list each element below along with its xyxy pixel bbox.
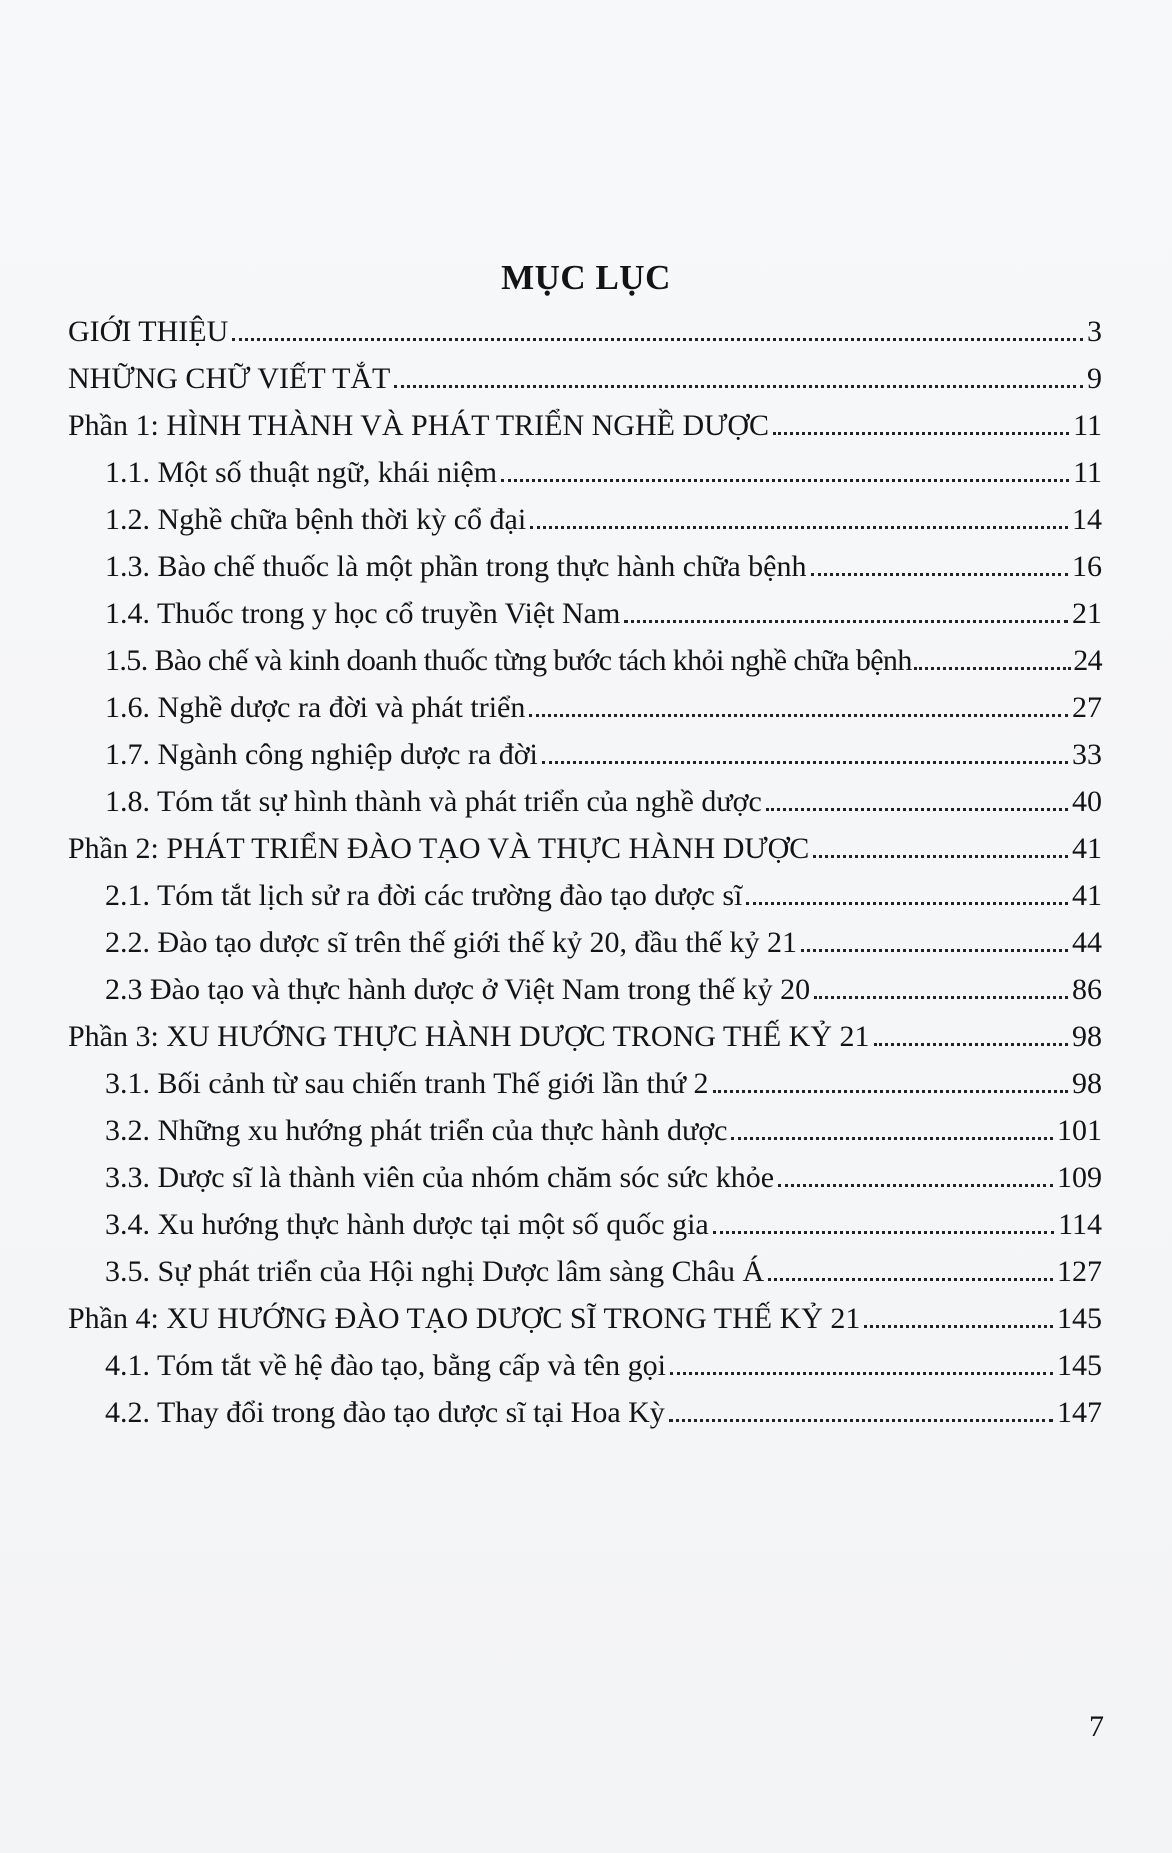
toc-entry: [105, 735, 1102, 775]
dot-leader: [529, 714, 1068, 717]
toc-entry-label: 1.2. Nghề chữa bệnh thời kỳ cổ đại: [105, 503, 527, 536]
toc-entry-label: 1.1. Một số thuật ngữ, khái niệm: [105, 456, 498, 489]
toc-entry-page: 33: [1072, 738, 1102, 771]
dot-leader: [813, 855, 1068, 858]
dot-leader: [542, 761, 1068, 764]
toc-entry-label: 3.4. Xu hướng thực hành dược tại một số quốc gia: [105, 1208, 709, 1241]
toc-entry-label: NHỮNG CHỮ VIẾT TẮT: [68, 362, 391, 395]
toc-entry-page: 24: [1073, 644, 1102, 677]
toc-entry-page: 127: [1057, 1255, 1102, 1288]
toc-entry-page: 41: [1072, 879, 1102, 912]
toc-entry-label: 3.1. Bối cảnh từ sau chiến tranh Thế giới lần thứ 2: [105, 1067, 709, 1100]
toc-entry: [105, 1064, 1102, 1104]
toc-entry: [68, 406, 1102, 446]
dot-leader: [773, 432, 1069, 435]
dot-leader: [914, 667, 1071, 670]
toc-entry-page: 86: [1072, 973, 1102, 1006]
dot-leader: [713, 1090, 1068, 1093]
toc-entry-label: GIỚI THIỆU: [68, 315, 229, 348]
toc-entry: [68, 1017, 1102, 1057]
toc-entry-label: Phần 1: HÌNH THÀNH VÀ PHÁT TRIỂN NGHỀ DƯỢC: [68, 409, 770, 442]
toc-entry-label: 2.1. Tóm tắt lịch sử ra đời các trường đào tạo dược sĩ: [105, 879, 743, 912]
toc-entry-label: 3.3. Dược sĩ là thành viên của nhóm chăm sóc sức khỏe: [105, 1161, 775, 1194]
toc-entry: [105, 453, 1102, 493]
dot-leader: [766, 808, 1068, 811]
toc-entry-label: 1.7. Ngành công nghiệp dược ra đời: [105, 738, 538, 771]
toc-entry-page: 11: [1073, 456, 1102, 489]
toc-entry: [105, 500, 1102, 540]
dot-leader: [811, 573, 1069, 576]
toc-entry-label: 1.5. Bào chế và kinh doanh thuốc từng bước tách khỏi nghề chữa bệnh: [105, 644, 912, 677]
toc-entry-page: 145: [1057, 1349, 1102, 1382]
toc-entry-label: 2.2. Đào tạo dược sĩ trên thế giới thế kỷ 20, đầu thế kỷ 21: [105, 926, 798, 959]
page-number: 7: [1089, 1710, 1104, 1743]
toc-entry: [105, 923, 1102, 963]
toc-entry-page: 98: [1072, 1067, 1102, 1100]
toc-entry: [105, 1393, 1102, 1433]
dot-leader: [746, 902, 1068, 905]
toc-entry-label: Phần 2: PHÁT TRIỂN ĐÀO TẠO VÀ THỰC HÀNH DƯỢC: [68, 832, 810, 865]
dot-leader: [530, 526, 1068, 529]
toc-entry-label: Phần 3: XU HƯỚNG THỰC HÀNH DƯỢC TRONG THẾ KỶ 21: [68, 1020, 870, 1053]
toc-entry-page: 16: [1072, 550, 1102, 583]
toc-entry: [105, 1346, 1102, 1386]
toc-entry: [105, 641, 1102, 681]
toc-entry-page: 40: [1072, 785, 1102, 818]
toc-entry-page: 21: [1072, 597, 1102, 630]
dot-leader: [624, 620, 1068, 623]
toc-entry-label: Phần 4: XU HƯỚNG ĐÀO TẠO DƯỢC SĨ TRONG THẾ KỶ 21: [68, 1302, 861, 1335]
toc-entry-label: 4.1. Tóm tắt về hệ đào tạo, bằng cấp và tên gọi: [105, 1349, 666, 1382]
toc-entry-page: 14: [1072, 503, 1102, 536]
toc-entry: [68, 829, 1102, 869]
dot-leader: [801, 949, 1068, 952]
toc-entry-page: 145: [1057, 1302, 1102, 1335]
toc-entry-page: 44: [1072, 926, 1102, 959]
dot-leader: [394, 385, 1083, 388]
dot-leader: [864, 1325, 1053, 1328]
toc-entry: [105, 547, 1102, 587]
toc-entry-label: 3.5. Sự phát triển của Hội nghị Dược lâm sàng Châu Á: [105, 1255, 765, 1288]
toc-entry: [68, 359, 1102, 399]
toc-entry: [105, 970, 1102, 1010]
dot-leader: [814, 996, 1068, 999]
toc-entry-label: 1.8. Tóm tắt sự hình thành và phát triển của nghề dược: [105, 785, 762, 818]
toc-entry: [105, 1252, 1102, 1292]
dot-leader: [731, 1137, 1053, 1140]
toc-entry-label: 3.2. Những xu hướng phát triển của thực hành dược: [105, 1114, 728, 1147]
toc-entry: [68, 1299, 1102, 1339]
dot-leader: [874, 1043, 1068, 1046]
toc-entry-label: 4.2. Thay đổi trong đào tạo dược sĩ tại Hoa Kỳ: [105, 1396, 665, 1429]
dot-leader: [778, 1184, 1053, 1187]
toc-entry: [105, 688, 1102, 728]
toc-entry-label: 1.6. Nghề dược ra đời và phát triển: [105, 691, 526, 724]
toc-entry-page: 98: [1072, 1020, 1102, 1053]
toc-entry: [105, 1111, 1102, 1151]
toc-entry-page: 9: [1087, 362, 1102, 395]
toc-entry-page: 11: [1073, 409, 1102, 442]
toc-entry-page: 41: [1072, 832, 1102, 865]
dot-leader: [501, 479, 1069, 482]
toc-entry-label: 1.3. Bào chế thuốc là một phần trong thực hành chữa bệnh: [105, 550, 807, 583]
toc-entry: [105, 1205, 1102, 1245]
dot-leader: [669, 1419, 1053, 1422]
page-title: MỤC LỤC: [501, 258, 671, 297]
toc-entry-page: 101: [1057, 1114, 1102, 1147]
toc-entry-label: 2.3 Đào tạo và thực hành dược ở Việt Nam trong thế kỷ 20: [105, 973, 811, 1006]
toc-entry-page: 109: [1057, 1161, 1102, 1194]
toc-entry-label: 1.4. Thuốc trong y học cổ truyền Việt Nam: [105, 597, 621, 630]
dot-leader: [670, 1372, 1053, 1375]
dot-leader: [713, 1231, 1054, 1234]
dot-leader: [768, 1278, 1053, 1281]
toc-entry-page: 147: [1057, 1396, 1102, 1429]
toc-entry: [68, 312, 1102, 352]
toc-entry: [105, 594, 1102, 634]
toc-entry: [105, 782, 1102, 822]
toc-entry-page: 114: [1058, 1208, 1102, 1241]
dot-leader: [232, 338, 1083, 341]
toc-entry-page: 27: [1072, 691, 1102, 724]
toc-entry: [105, 876, 1102, 916]
toc-entry: [105, 1158, 1102, 1198]
toc-entry-page: 3: [1087, 315, 1102, 348]
